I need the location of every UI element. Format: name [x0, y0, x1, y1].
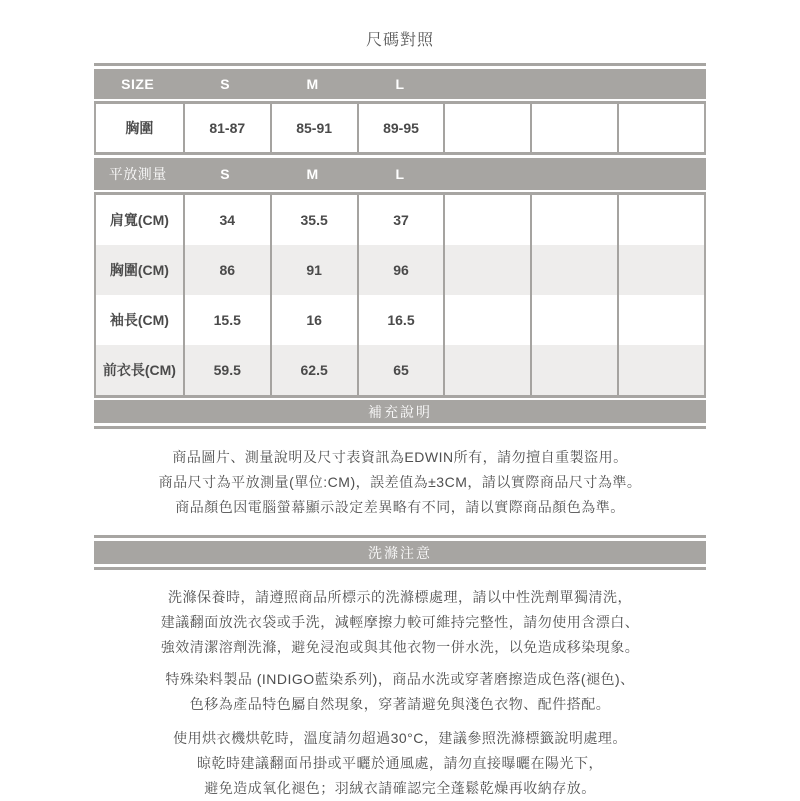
- table-cell: 34: [183, 195, 270, 245]
- header-cell: S: [220, 166, 231, 182]
- header-cell-flat: 平放測量: [108, 166, 167, 182]
- row-label: 胸圍: [125, 120, 154, 136]
- table-cell: [617, 245, 704, 295]
- washing-paragraph-2: [0, 667, 800, 717]
- table-row-shoulder: [94, 195, 706, 245]
- section-title: 補充說明: [368, 403, 432, 420]
- table-cell: [443, 104, 530, 152]
- table-cell: 37: [357, 195, 444, 245]
- table-cell: 35.5: [270, 195, 357, 245]
- table-cell: 15.5: [183, 295, 270, 345]
- section-bar-washing: [94, 541, 706, 564]
- header-cell: S: [220, 76, 231, 92]
- table-cell: 81-87: [183, 104, 270, 152]
- table-cell: 86: [183, 245, 270, 295]
- washing-section-header: [94, 535, 706, 570]
- table-cell: 16.5: [357, 295, 444, 345]
- table-cell: 59.5: [183, 345, 270, 395]
- table-cell: 89-95: [357, 104, 444, 152]
- table-cell: [443, 245, 530, 295]
- text-line: 特殊染料製品 (INDIGO藍染系列)，商品水洗或穿著磨擦造成色落(褪色)、: [165, 671, 635, 687]
- supplement-paragraph: [0, 445, 800, 520]
- section-bar-supplement: [94, 400, 706, 423]
- table-cell: [530, 345, 617, 395]
- text-line: 色移為產品特色屬自然現象，穿著請避免與淺色衣物、配件搭配。: [189, 696, 611, 712]
- header-cell: L: [395, 166, 405, 182]
- text-line: 使用烘衣機烘乾時，溫度請勿超過30°C，建議參照洗滌標籤說明處理。: [173, 730, 627, 746]
- table-cell: 65: [357, 345, 444, 395]
- table-row-chest: [94, 104, 706, 152]
- row-label: 袖長(CM): [109, 312, 169, 328]
- size-chart-sheet: [94, 63, 706, 429]
- table-cell: 85-91: [270, 104, 357, 152]
- washing-paragraph-1: [0, 585, 800, 660]
- table-cell: [443, 345, 530, 395]
- row-label: 前衣長(CM): [102, 362, 176, 378]
- divider: [94, 426, 706, 429]
- table-cell: [530, 195, 617, 245]
- table-cell: [443, 195, 530, 245]
- table-row-sleeve: [94, 295, 706, 345]
- text-line: 洗滌保養時，請遵照商品所標示的洗滌標處理，請以中性洗劑單獨清洗，: [168, 589, 632, 605]
- size-header-bar: [94, 69, 706, 99]
- table-cell: [617, 345, 704, 395]
- table-cell: 91: [270, 245, 357, 295]
- table-row-chest-cm: [94, 245, 706, 295]
- table-cell: [617, 104, 704, 152]
- section-title: 洗滌注意: [368, 544, 432, 561]
- header-cell: M: [306, 166, 319, 182]
- table-cell: 16: [270, 295, 357, 345]
- text-line: 避免造成氧化褪色；羽絨衣請確認完全蓬鬆乾燥再收納存放。: [204, 780, 596, 796]
- text-line: 商品顏色因電腦螢幕顯示設定差異略有不同，請以實際商品顏色為準。: [175, 499, 625, 515]
- row-label: 肩寬(CM): [109, 212, 169, 228]
- text-line: 商品圖片、測量說明及尺寸表資訊為EDWIN所有，請勿擅自重製盜用。: [172, 449, 628, 465]
- text-line: 強效清潔溶劑洗滌，避免浸泡或與其他衣物一併水洗，以免造成移染現象。: [160, 639, 640, 655]
- table-cell: [617, 195, 704, 245]
- divider: [94, 567, 706, 570]
- header-cell: M: [306, 76, 319, 92]
- text-line: 商品尺寸為平放測量(單位:CM)，誤差值為±3CM，請以實際商品尺寸為準。: [158, 474, 642, 490]
- header-cell: L: [395, 76, 405, 92]
- table-cell: 62.5: [270, 345, 357, 395]
- page-title: 尺碼對照: [365, 32, 434, 49]
- washing-paragraph-3: [0, 726, 800, 801]
- table-cell: 96: [357, 245, 444, 295]
- text-line: 晾乾時建議翻面吊掛或平曬於通風處，請勿直接曝曬在陽光下，: [197, 755, 603, 771]
- table-cell: [443, 295, 530, 345]
- row-label: 胸圍(CM): [109, 262, 169, 278]
- table-cell: [530, 245, 617, 295]
- header-cell-size: SIZE: [121, 76, 155, 92]
- table-cell: [530, 295, 617, 345]
- table-row-front-length: [94, 345, 706, 395]
- table-cell: [617, 295, 704, 345]
- flat-header-bar: [94, 158, 706, 190]
- text-line: 建議翻面放洗衣袋或手洗，減輕摩擦力較可維持完整性，請勿使用含漂白、: [160, 614, 640, 630]
- table-cell: [530, 104, 617, 152]
